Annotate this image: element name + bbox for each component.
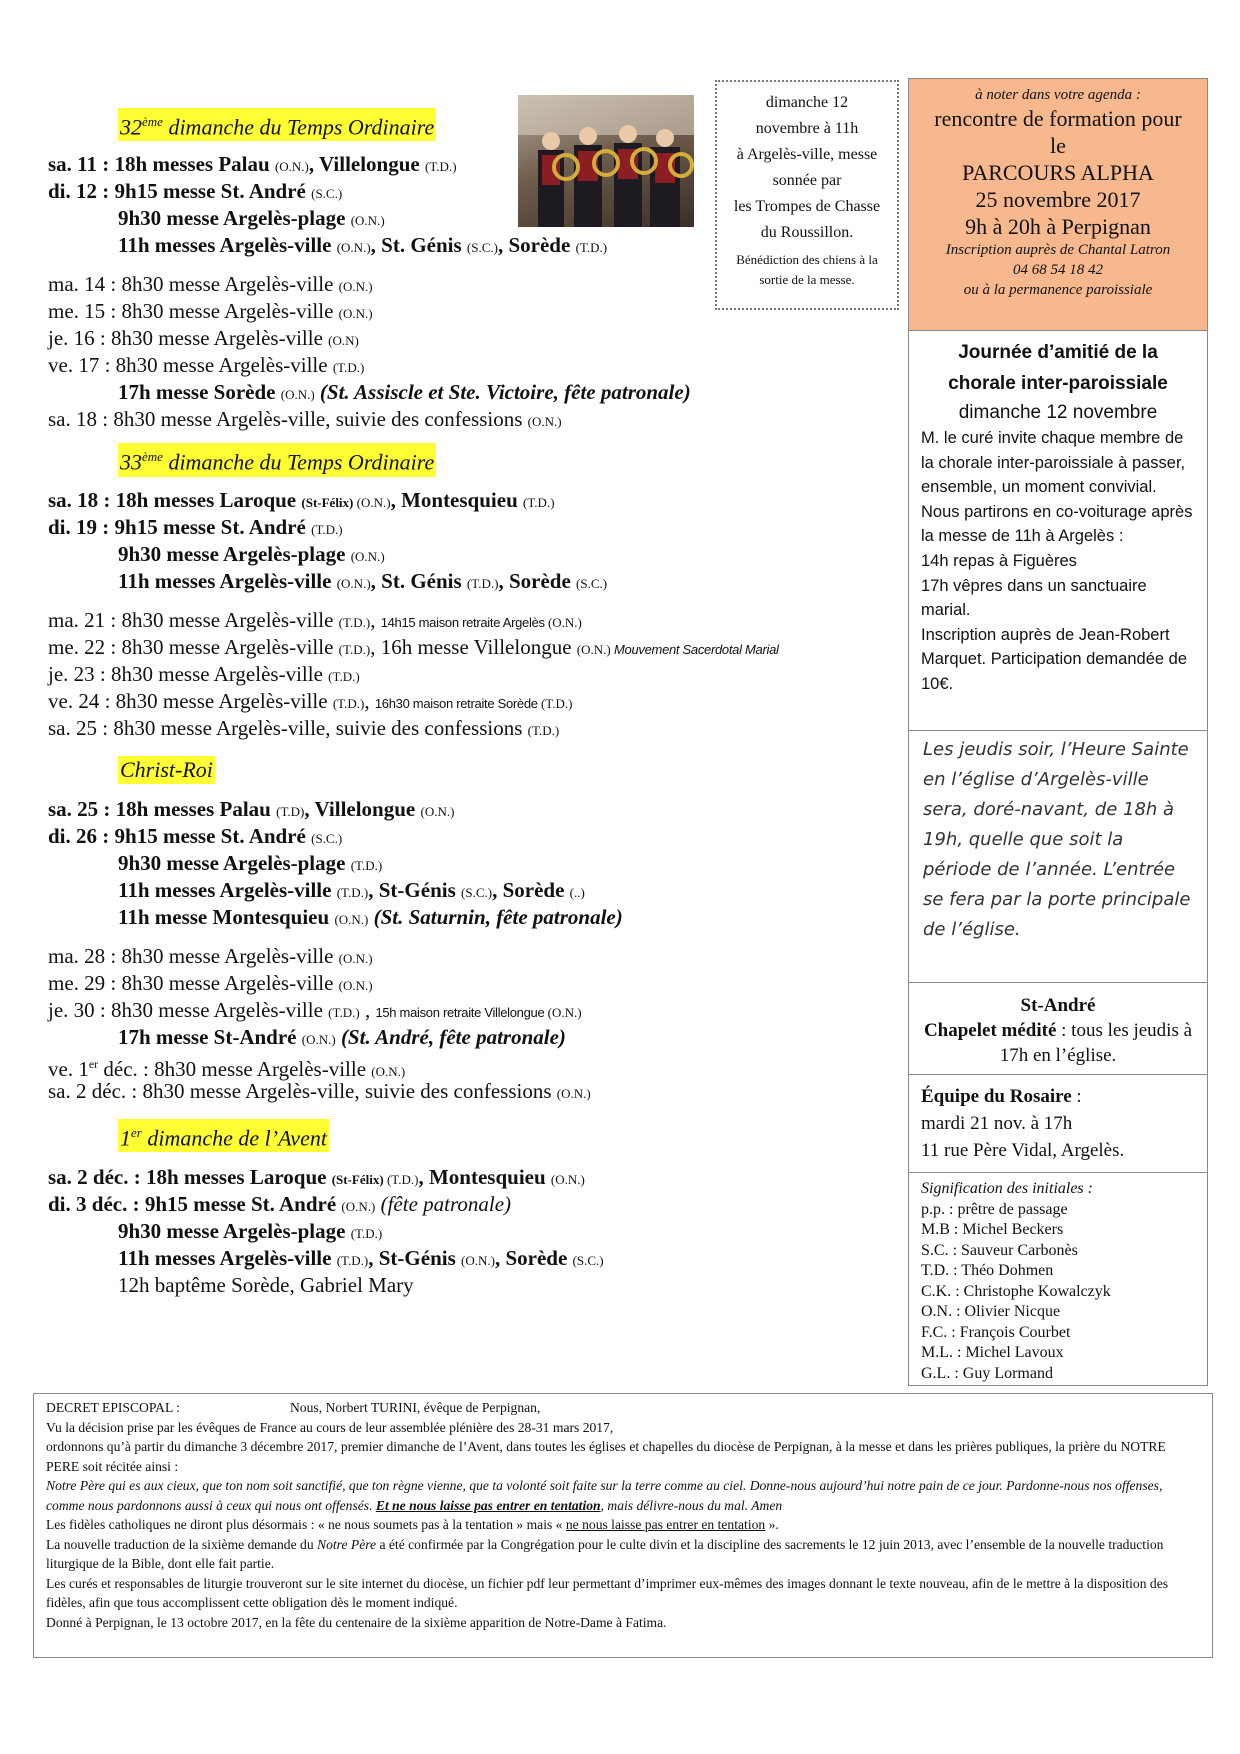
schedule-line: 12h baptême Sorède, Gabriel Mary [118,1272,414,1297]
initiales-box [909,1173,1207,1390]
note-line: les Trompes de Chasse [733,198,881,215]
alpha-contact-alt: ou à la permanence paroissiale [963,282,1153,298]
horn-players-photo-art [518,95,694,227]
schedule-line: 11h messes Argelès-ville (O.N.), St. Génis (S.C.), Sorède (T.D.) [118,233,608,258]
section-christ-roi [48,756,908,1105]
initiale-item: T.D. : Théo Dohmen [921,1262,1054,1279]
schedule-line: sa. 25 : 8h30 messe Argelès-ville, suivie des confessions (T.D.) [48,715,560,740]
decree-paragraph: Les curés et responsables de liturgie trouveront sur le site internet du diocèse, un fichier pdf leur permettant d’imprimer eux-mêmes des images donnant le texte nouveau, afin de le mettre à la disposition des fidèles, afin que tous accomplissent cette obligation dès le moment indiqué. [46,1575,1169,1610]
section-avent [48,1119,908,1299]
schedule-line: 11h messes Argelès-ville (T.D.), St-Génis (S.C.), Sorède (..) [118,877,585,902]
rosaire-box [909,1075,1207,1173]
section-title: 1er dimanche de l’Avent [118,1119,329,1152]
initiale-item: S.C. : Sauveur Carbonès [921,1241,1078,1259]
right-column [908,78,1208,1386]
schedule-line: ma. 14 : 8h30 messe Argelès-ville (O.N.) [48,272,373,297]
decree-paragraph: ordonnons qu’à partir du dimanche 3 décembre 2017, premier dimanche de l’Avent, dans toutes les églises et chapelles du diocèse de Perpignan, à la messe et dans les prières publiques, la prière du NOTRE PERE soit récitée ainsi : [46,1439,1166,1474]
initiale-item: p.p. : prêtre de passage [921,1200,1068,1218]
alpha-intro: à noter dans votre agenda : [975,87,1141,103]
note-line: sortie de la messe. [759,272,855,287]
chorale-body: 17h vêpres dans un sanctuaire marial. [921,576,1147,620]
section-33e-dimanche [48,443,908,741]
alpha-contact: Inscription auprès de Chantal Latron [945,242,1171,258]
chorale-body: M. le curé invite chaque membre de la chorale inter-paroissiale à passer, ensemble, un moment convivial. Nous partirons en co-voiturage après la messe de 11h à Argelès : [921,429,1193,546]
note-line: du Roussillon. [760,224,854,241]
alpha-date: 25 novembre 2017 [975,187,1141,212]
note-line: novembre à 11h [755,120,859,137]
rosaire-title: Équipe du Rosaire : [921,1086,1082,1107]
rosaire-date: mardi 21 nov. à 17h [921,1113,1073,1134]
schedule-line: 11h messe Montesquieu (O.N.) (St. Saturnin, fête patronale) [118,904,623,929]
note-line: Bénédiction des chiens à la [736,252,878,267]
schedule-line: 17h messe St-André (O.N.) (St. André, fête patronale) [118,1024,566,1049]
schedule-line: je. 30 : 8h30 messe Argelès-ville (T.D.) , 15h maison retraite Villelongue (O.N.) [48,997,582,1022]
schedule-line: di. 12 : 9h15 messe St. André (S.C.) [48,179,343,204]
alpha-time: 9h à 20h à Perpignan [965,214,1151,239]
alpha-title: PARCOURS ALPHA [962,160,1154,185]
decree-heading: DECRET EPISCOPAL : Nous, Norbert TURINI, évêque de Perpignan, [46,1400,541,1415]
schedule-line: 11h messes Argelès-ville (T.D.), St-Génis (O.N.), Sorède (S.C.) [118,1245,604,1270]
initiale-item: C.K. : Christophe Kowalczyk [921,1282,1111,1300]
section-title: Christ-Roi [120,756,213,782]
schedule-line: je. 23 : 8h30 messe Argelès-ville (T.D.) [48,661,360,686]
schedule-line: me. 15 : 8h30 messe Argelès-ville (O.N.) [48,299,373,324]
chorale-date: dimanche 12 novembre [958,402,1158,423]
decree-paragraph: Les fidèles catholiques ne diront plus désormais : « ne nous soumets pas à la tentation » mais « ne nous laisse pas entrer en tentation ». [46,1517,779,1532]
schedule-line: ve. 17 : 8h30 messe Argelès-ville (T.D.) [48,353,365,378]
schedule-line: je. 16 : 8h30 messe Argelès-ville (O.N) [48,326,359,351]
section-title: 32ème dimanche du Temps Ordinaire [118,108,436,141]
chorale-title: Journée d’amitié de la [958,342,1158,363]
decree-paragraph: La nouvelle traduction de la sixième demande du Notre Père a été confirmée par la Congrégation pour le culte divin et la discipline des sacrements le 12 juin 2013, avec l’ensemble de la nouvelle traduction liturgique de la Bible, dont elle fait partie. [46,1536,1164,1571]
schedule-line: 11h messes Argelès-ville (O.N.), St. Génis (T.D.), Sorède (S.C.) [118,568,608,593]
schedule-line: 9h30 messe Argelès-plage (O.N.) [118,541,385,566]
initiale-item: M.L. : Michel Lavoux [921,1344,1064,1361]
schedule-line: sa. 18 : 18h messes Laroque (St-Félix) (O.N.), Montesquieu (T.D.) [48,487,555,512]
schedule-line: sa. 25 : 18h messes Palau (T.D), Villelongue (O.N.) [48,796,455,821]
schedule-line: 9h30 messe Argelès-plage (O.N.) [118,206,385,231]
decret-episcopal [33,1393,1213,1658]
note-line: dimanche 12 [765,94,849,111]
schedule-line: 17h messe Sorède (O.N.) (St. Assiscle et Ste. Victoire, fête patronale) [118,380,691,405]
schedule-line: 9h30 messe Argelès-plage (T.D.) [118,1218,383,1243]
schedule-line: sa. 11 : 18h messes Palau (O.N.), Villelongue (T.D.) [48,152,457,177]
alpha-line: le [1050,133,1066,158]
decree-paragraph: Donné à Perpignan, le 13 octobre 2017, en la fête du centenaire de la sixième apparition de Notre-Dame à Fatima. [46,1614,667,1630]
horn-players-photo [518,95,694,227]
chorale-body: Inscription auprès de Jean-Robert Marquet. Participation demandée de 10€. [921,625,1187,693]
schedule-line: ve. 1er déc. : 8h30 messe Argelès-ville (O.N.) [48,1056,406,1081]
schedule-line: ve. 24 : 8h30 messe Argelès-ville (T.D.), 16h30 maison retraite Sorède (T.D.) [48,688,573,713]
heure-sainte-box [909,731,1207,983]
rosaire-address: 11 rue Père Vidal, Argelès. [921,1140,1125,1161]
chorale-body: 14h repas à Figuères [921,551,1077,570]
initiale-item: G.L. : Guy Lormand [921,1364,1053,1382]
alpha-line: rencontre de formation pour [934,106,1182,131]
schedule-line: di. 19 : 9h15 messe St. André (T.D.) [48,514,343,539]
section-title: 33ème dimanche du Temps Ordinaire [118,443,436,476]
trompes-de-chasse-note [715,80,899,310]
note-line: sonnée par [772,172,842,189]
decree-paragraph: Vu la décision prise par les évêques de France au cours de leur assemblée plénière des 28-31 mars 2017, [46,1419,614,1435]
st-andre-title: St-André [1020,995,1096,1016]
schedule-line: di. 26 : 9h15 messe St. André (S.C.) [48,823,343,848]
schedule-line: me. 22 : 8h30 messe Argelès-ville (T.D.), 16h messe Villelongue (O.N.) Mouvement Sacerdotal Marial [48,634,779,659]
initiale-item: O.N. : Olivier Nicque [921,1303,1061,1320]
initiales-title: Signification des initiales : [921,1180,1093,1197]
schedule-line: me. 29 : 8h30 messe Argelès-ville (O.N.) [48,970,373,995]
chorale-box [909,331,1207,731]
schedule-line: sa. 18 : 8h30 messe Argelès-ville, suivie des confessions (O.N.) [48,407,562,432]
initiale-item: F.C. : François Courbet [921,1323,1071,1341]
st-andre-box [909,983,1207,1075]
schedule-line: sa. 2 déc. : 18h messes Laroque (St-Félix) (T.D.), Montesquieu (O.N.) [48,1164,585,1189]
schedule-line: di. 3 déc. : 9h15 messe St. André (O.N.) (fête patronale) [48,1191,512,1216]
heure-sainte-text: Les jeudis soir, l’Heure Sainte en l’église d’Argelès-ville sera, doré-navant, de 18h à 19h, quelle que soit la période de l’année. L’entrée se fera par la porte principale de l’église. [923,739,1191,940]
chorale-title: chorale inter-paroissiale [948,373,1168,394]
chapelet-text: Chapelet médité : tous les jeudis à 17h en l’église. [923,1020,1193,1066]
schedule-line: ma. 21 : 8h30 messe Argelès-ville (T.D.), 14h15 maison retraite Argelès (O.N.) [48,607,582,632]
parcours-alpha-box [909,79,1207,331]
schedule-line: 9h30 messe Argelès-plage (T.D.) [118,850,383,875]
schedule-line: sa. 2 déc. : 8h30 messe Argelès-ville, suivie des confessions (O.N.) [48,1078,591,1103]
note-line: à Argelès-ville, messe [736,146,878,163]
schedule-line: ma. 28 : 8h30 messe Argelès-ville (O.N.) [48,943,373,968]
initiale-item: M.B : Michel Beckers [921,1221,1064,1238]
notre-pere-text: Notre Père qui es aux cieux, que ton nom soit sanctifié, que ton règne vienne, que ta volonté soit faite sur la terre comme au ciel. Donne-nous aujourd’hui notre pain de ce jour. Pardonne-nous nos offenses, comme nous pardonnons aussi à ceux qui nous ont offensés. Et ne nous laisse pas entrer en tentation, mais délivre-nous du mal. Amen [46,1478,1163,1513]
alpha-phone: 04 68 54 18 42 [1013,262,1103,278]
